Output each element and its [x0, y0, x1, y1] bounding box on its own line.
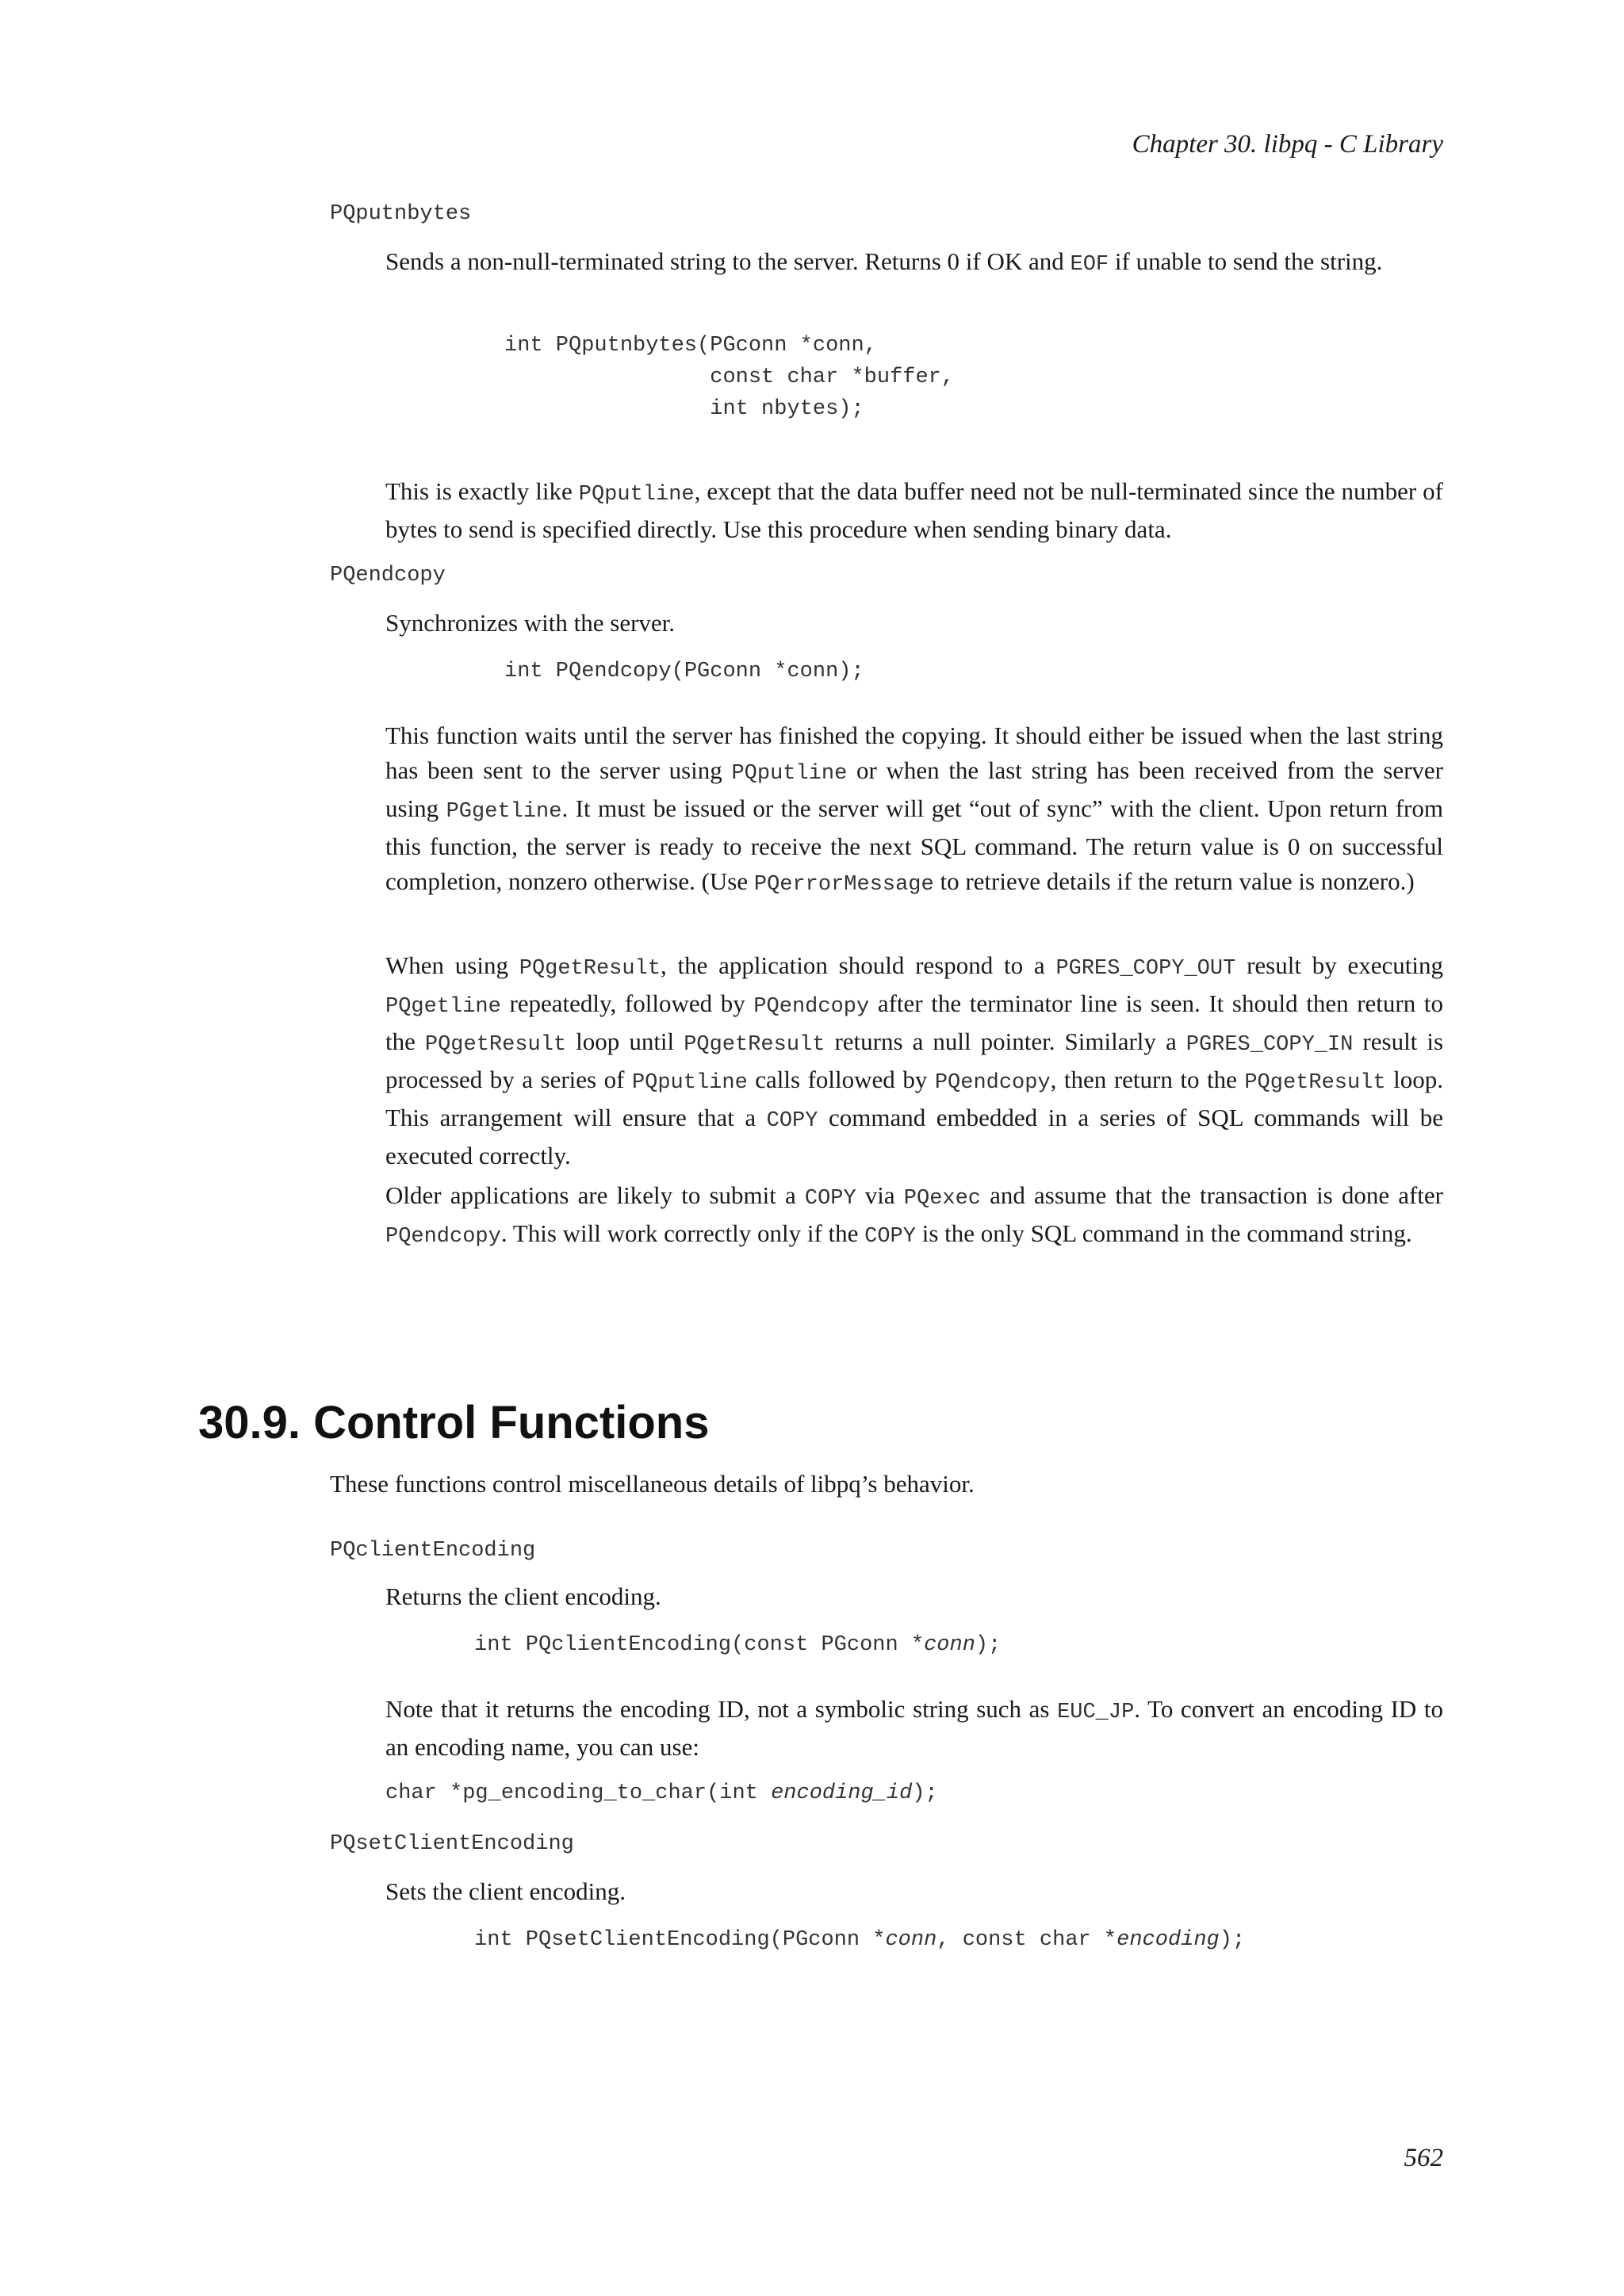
pqclientencoding-description: Returns the client encoding. — [385, 1582, 661, 1610]
pqputnbytes-description — [385, 244, 1443, 282]
term-pqclientencoding: PQclientEncoding — [330, 1539, 536, 1563]
section-heading: 30.9. Control Functions — [198, 1397, 710, 1448]
code-param: conn — [885, 1928, 937, 1952]
text: Older applications are likely to submit a — [385, 1181, 805, 1209]
text: calls followed by — [747, 1066, 935, 1093]
inline-code: COPY — [864, 1225, 916, 1249]
inline-code: PQendcopy — [934, 1071, 1051, 1095]
text: , the application should respond to a — [660, 951, 1056, 979]
inline-code: PQputline — [578, 483, 695, 507]
inline-code: PQerrorMessage — [753, 873, 934, 897]
inline-code: PQputline — [731, 762, 848, 786]
code-text: ); — [912, 1781, 938, 1805]
inline-code: PQexec — [903, 1187, 982, 1211]
pqputnbytes-signature: int PQputnbytes(PGconn *conn, const char *buffer, int nbytes); — [504, 334, 955, 421]
code-text: int PQsetClientEncoding(PGconn * — [474, 1928, 886, 1952]
text: . It must be issued or the server will get “out of sync” with the client. Upon return from this function, the server is ready to receive the next SQL command. The return value is 0 on successful completion, nonzero otherwise. (Use — [385, 794, 1443, 895]
text: or when the last string has been received from the server using — [385, 756, 1443, 822]
text: Sends a non-null-terminated string to the server. Returns 0 if OK and — [385, 247, 1071, 275]
code-text: int PQclientEncoding(const PGconn * — [474, 1633, 925, 1657]
inline-code: PQendcopy — [385, 1225, 501, 1249]
text: result by executing — [1235, 951, 1443, 979]
text: and assume that the transaction is done after — [981, 1181, 1444, 1209]
pqclientencoding-signature — [474, 1629, 1001, 1661]
pqclientencoding-note — [385, 1692, 1443, 1765]
inline-code: PQgetResult — [519, 957, 661, 981]
inline-code: PQendcopy — [753, 995, 870, 1019]
inline-code: PQgetResult — [684, 1033, 825, 1057]
text: is the only SQL command in the command string. — [915, 1219, 1412, 1247]
code-text: , const char * — [936, 1928, 1117, 1952]
inline-code: PQgetResult — [1244, 1071, 1386, 1095]
pqendcopy-paragraph-3 — [385, 1178, 1443, 1254]
page-number: 562 — [1404, 2144, 1443, 2172]
inline-code: COPY — [766, 1109, 818, 1133]
text: after the terminator line is seen. It should then return to the — [385, 989, 1443, 1055]
text: , except that the data buffer need not be null-terminated since the number of bytes to send is specified directly. Use this procedure when sending binary data. — [385, 477, 1443, 543]
pqputnbytes-note — [385, 474, 1443, 547]
inline-code: PGRES_COPY_IN — [1185, 1033, 1354, 1057]
code-text: ); — [1219, 1928, 1246, 1952]
text: loop. This arrangement will ensure that a — [385, 1066, 1443, 1131]
inline-code: PQgetResult — [424, 1033, 567, 1057]
text: repeatedly, followed by — [500, 989, 754, 1017]
pqsetclientencoding-signature — [474, 1924, 1245, 1956]
pqendcopy-paragraph-1 — [385, 718, 1443, 902]
running-header: Chapter 30. libpq - C Library — [1132, 130, 1443, 159]
text: result is processed by a series of — [385, 1027, 1444, 1093]
text: . To convert an encoding ID to an encoding name, you can use: — [385, 1695, 1443, 1761]
code-text: char *pg_encoding_to_char(int — [385, 1781, 772, 1805]
pqendcopy-description: Synchronizes with the server. — [385, 609, 676, 637]
inline-code: COPY — [804, 1187, 856, 1211]
term-pqputnbytes: PQputnbytes — [330, 202, 472, 226]
pqsetclientencoding-description: Sets the client encoding. — [385, 1877, 626, 1905]
text: to retrieve details if the return value is nonzero.) — [933, 867, 1415, 895]
pg-encoding-to-char-signature — [385, 1777, 938, 1809]
text: This is exactly like — [385, 477, 579, 505]
text: , then return to the — [1050, 1066, 1245, 1093]
inline-code: PGRES_COPY_OUT — [1055, 957, 1236, 981]
text: When using — [385, 951, 519, 979]
term-pqsetclientencoding: PQsetClientEncoding — [330, 1832, 574, 1856]
code-param: conn — [924, 1633, 975, 1657]
pqendcopy-signature: int PQendcopy(PGconn *conn); — [504, 660, 864, 683]
pqendcopy-paragraph-2 — [385, 948, 1443, 1173]
inline-code: EUC_JP — [1057, 1701, 1135, 1724]
inline-code: PQputline — [631, 1071, 748, 1095]
text: returns a null pointer. Similarly a — [825, 1027, 1186, 1055]
text: command embedded in a series of SQL commands will be executed correctly. — [385, 1104, 1443, 1169]
text: if unable to send the string. — [1109, 247, 1383, 275]
text: Note that it returns the encoding ID, not a symbolic string such as — [385, 1695, 1058, 1723]
text: . This will work correctly only if the — [500, 1219, 865, 1247]
code-text: ); — [975, 1633, 1002, 1657]
text: via — [856, 1181, 904, 1209]
inline-code: EOF — [1070, 253, 1109, 277]
text: This function waits until the server has finished the copying. It should either be issued when the last string has been sent to the server using — [385, 721, 1443, 784]
section-intro: These functions control miscellaneous details of libpq’s behavior. — [330, 1470, 975, 1498]
text: loop until — [566, 1027, 684, 1055]
inline-code: PQgetline — [385, 995, 501, 1019]
inline-code: PGgetline — [446, 800, 562, 824]
code-param: encoding_id — [771, 1781, 913, 1805]
code-param: encoding — [1116, 1928, 1220, 1952]
term-pqendcopy: PQendcopy — [330, 564, 446, 587]
